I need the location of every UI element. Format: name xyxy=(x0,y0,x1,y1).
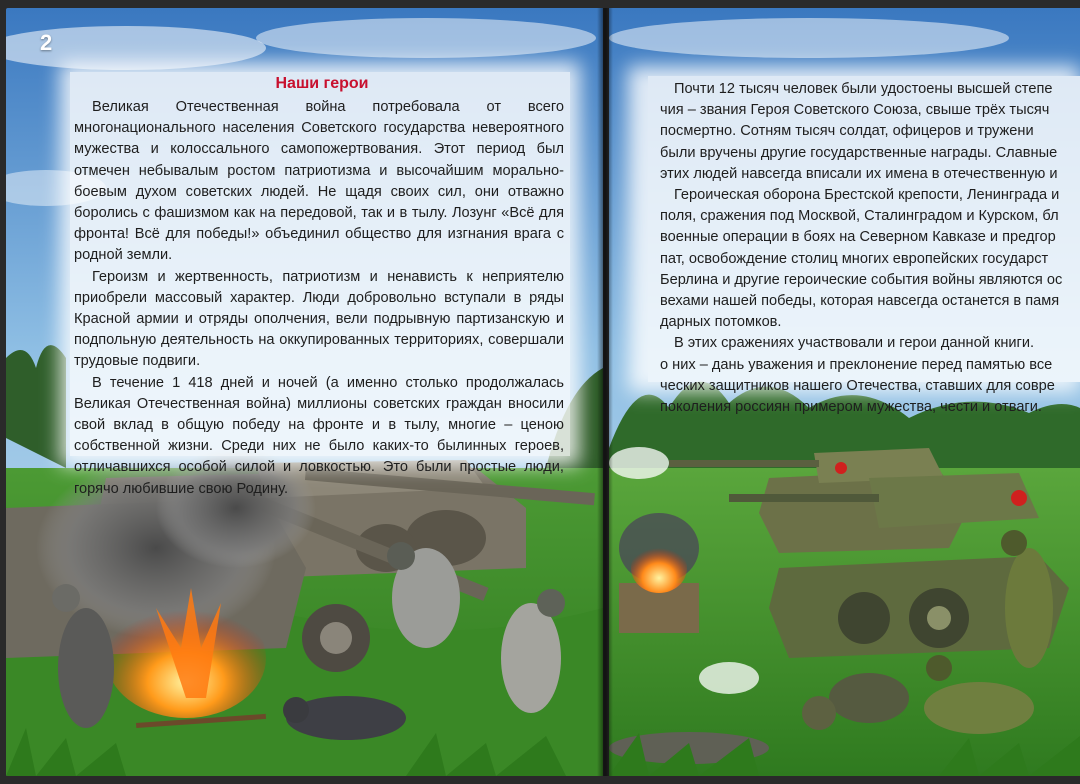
text-line: поколения россиян примером мужества, чести и отваги. xyxy=(660,399,1042,416)
text-line: Берлина и другие героические события войны являются ос xyxy=(660,271,1063,288)
paragraph xyxy=(660,333,1080,418)
left-body-text xyxy=(74,97,564,500)
text-line: Почти 12 тысяч человек были удостоены высшей степе xyxy=(674,81,1053,97)
paragraph xyxy=(660,185,1080,333)
text-line: Героическая оборона Брестской крепости, Ленинграда и xyxy=(674,187,1060,204)
text-line: о них – дань уважения и преклонение перед памятью все xyxy=(660,356,1053,373)
paragraph: Великая Отечественная война потребовала от всего многонационального населения Советского государства невероятного мужества и колоссального самопожертвования. Этот период был отмечен небывалым ростом патриотизма и высочайшим морально-боевым духом советских людей. Не щадя своих сил, они отважно боролись с фашизмом как на передовой, так и в тылу. Лозунг «Всё для фронта! Всё для победы!» объединил общество для изгнания врага с родной земли. xyxy=(74,99,564,264)
text-line: дарных потомков. xyxy=(660,314,782,331)
book-spine xyxy=(597,8,613,776)
paragraph xyxy=(660,79,1080,185)
text-line: чия – звания Героя Советского Союза, свыше трёх тысяч xyxy=(660,102,1050,119)
text-line: посмертно. Сотням тысяч солдат, офицеров и тружени xyxy=(660,123,1034,140)
right-body-text xyxy=(660,79,1080,418)
section-heading: Наши герои xyxy=(275,75,369,92)
text-line: поля, сражения под Москвой, Сталинградом и Курском, бл xyxy=(660,208,1059,225)
text-line: военные операции в боях на Северном Кавказе и предгор xyxy=(660,229,1056,246)
paragraph: В течение 1 418 дней и ночей (а именно столько продолжалась Великая Отечественная война) миллионы советских граждан вносили свой вклад в общую победу на фронте и в тылу, многие – ценою собственной жизни. Среди них не было каких-то былинных героев, отличавшихся особой силой и ловкостью. Это были простые люди, горячо любившие свою Родину. xyxy=(74,374,564,497)
text-line: ческих защитников нашего Отечества, ставших для совре xyxy=(660,377,1055,394)
text-line: В этих сражениях участвовали и герои данной книги. xyxy=(674,335,1035,352)
text-line: этих людей навсегда вписали их имена в отечественную и xyxy=(660,165,1058,182)
text-line: были вручены другие государственные награды. Славные xyxy=(660,144,1058,161)
page-number: 2 xyxy=(40,30,53,55)
paragraph: Героизм и жертвенность, патриотизм и ненависть к неприятелю приобрели массовый характер. Люди добровольно вступали в ряды Красной армии и отряды ополчения, вели подрывную партизанскую и подпольную деятельность на оккупированных территориях, совершали трудовые подвиги. xyxy=(74,268,564,370)
text-line: пат, освобождение столиц многих европейских государст xyxy=(660,250,1049,267)
text-line: вехами нашей победы, которая навсегда останется в памя xyxy=(660,293,1060,310)
